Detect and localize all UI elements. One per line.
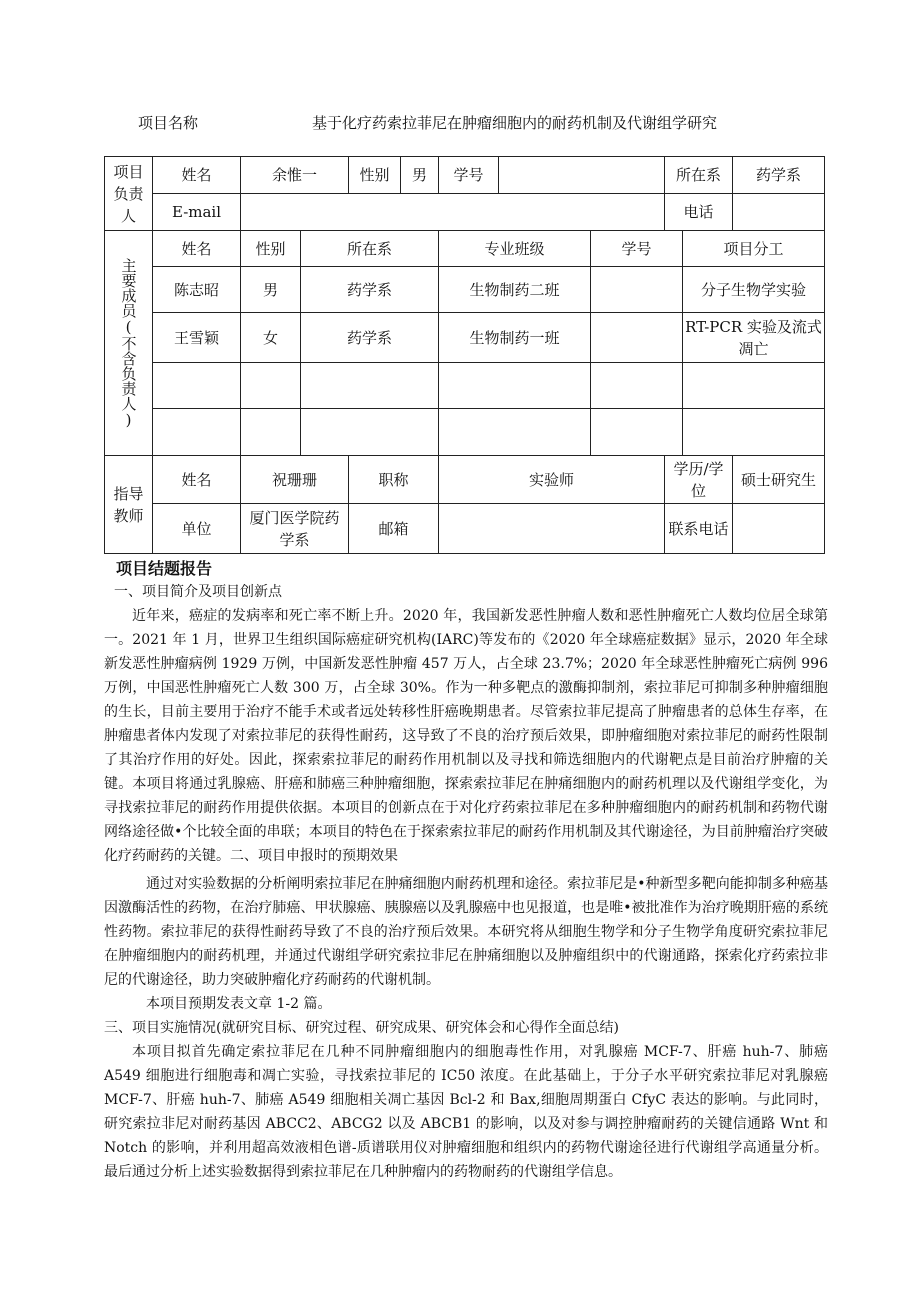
table-row [105, 363, 825, 409]
member-dept: 药学系 [301, 313, 439, 363]
advisor-degree: 硕士研究生 [733, 456, 825, 504]
member-name: 王雪颖 [153, 313, 241, 363]
advisor-name-label: 姓名 [153, 456, 241, 504]
member-dept [301, 363, 439, 409]
leader-row-1 [105, 157, 825, 194]
advisor-unit-label: 单位 [153, 504, 241, 554]
leader-section-label: 项目负责人 [105, 157, 153, 231]
table-row [105, 409, 825, 456]
member-gender: 男 [241, 267, 301, 313]
advisor-unit: 厦门医学院药学系 [241, 504, 349, 554]
leader-gender-label: 性别 [349, 157, 401, 194]
leader-gender: 男 [401, 157, 439, 194]
member-gender [241, 363, 301, 409]
member-name [153, 363, 241, 409]
report-title: 项目结题报告 [116, 559, 213, 578]
leader-email [241, 194, 665, 231]
leader-row-2 [105, 194, 825, 231]
member-class [439, 409, 591, 456]
member-dept: 药学系 [301, 267, 439, 313]
members-header-role: 项目分工 [683, 231, 825, 267]
members-header-id: 学号 [591, 231, 683, 267]
advisor-name: 祝珊珊 [241, 456, 349, 504]
section-1-heading: 一、项目简介及项目创新点 [114, 584, 282, 600]
member-dept [301, 409, 439, 456]
leader-id [499, 157, 665, 194]
leader-phone-label: 电话 [665, 194, 733, 231]
member-class [439, 363, 591, 409]
member-role: RT-PCR 实验及流式凋亡 [683, 313, 825, 363]
members-header-row [105, 231, 825, 267]
section-2-paragraph: 通过对实验数据的分析阐明索拉菲尼在肿痛细胞内耐药机理和途径。索拉菲尼是•种新型多靶向能抑制多种癌基因激酶活性的药物，在治疗肺癌、甲状腺癌、胰腺癌以及乳腺癌中也见报道，也是唯•被批准作为治疗晚期肝癌的系统性药物。索拉菲尼的获得性耐药导致了不良的治疗预后效果。本研究将从细胞生物学和分子生物学角度研究索拉菲尼在肿瘤细胞内的耐药机理，并通过代谢组学研究索拉非尼在肿痛细胞以及肿瘤组织中的代谢通路，探索化疗药索拉非尼的代谢途径，助力突破肿瘤化疗药耐药的代谢机制。 [104, 876, 828, 988]
members-header-dept: 所在系 [301, 231, 439, 267]
member-id [591, 267, 683, 313]
project-name-value: 基于化疗药索拉菲尼在肿瘤细胞内的耐药机制及代谢组学研究 [312, 114, 718, 132]
advisor-title: 实验师 [439, 456, 665, 504]
member-id [591, 409, 683, 456]
table-row [105, 313, 825, 363]
member-gender [241, 409, 301, 456]
member-id [591, 363, 683, 409]
section-1-paragraph: 近年来，癌症的发病率和死亡率不断上升。2020 年，我国新发恶性肿瘤人数和恶性肿瘤死亡人数均位居全球第一。2021 年 1 月，世界卫生组织国际癌症研究机构(IARC)等发布的《2020 年全球癌症数据》显示，2020 年全球新发恶性肿瘤病例 1929 万例，中国新发恶性肿瘤 457 万人，占全球 23.7%；2020 年全球恶性肿瘤死亡病例 996 万例，中国恶性肿瘤死亡人数 300 万，占全球 30%。作为一种多靶点的激酶抑制剂，索拉菲尼可抑制多种肿瘤细胞的生长，目前主要用于治疗不能手术或者远处转移性肝癌晚期患者。尽管索拉菲尼提高了肿瘤患者的总体生存率，在肿瘤患者体内发现了对索拉菲尼的获得性耐药，这导致了不良的治疗预后效果，即肿瘤细胞对索拉菲尼的耐药性限制了其治疗作用的好处。因此，探索索拉菲尼的耐药作用机制以及寻找和筛选细胞内的代谢靶点是目前治疗肿瘤的关键。本项目将通过乳腺癌、肝癌和肺癌三种肿瘤细胞，探索索拉菲尼在肿痛细胞内的耐药机理以及代谢组学变化，为寻找索拉菲尼的耐药作用提供依据。本项目的创新点在于对化疗药索拉菲尼在多种肿瘤细胞内的耐药机制和药物代谢网络途径做•个比较全面的串联；本项目的特色在于探索索拉菲尼的耐药作用机制及其代谢途径，为目前肿瘤治疗突破化疗药耐药的关键。二、项目申报时的预期效果 [104, 608, 828, 864]
member-role: 分子生物学实验 [683, 267, 825, 313]
section-3-paragraph: 本项目拟首先确定索拉菲尼在几种不同肿瘤细胞内的细胞毒性作用，对乳腺癌 MCF-7、肝癌 huh-7、肺癌 A549 细胞进行细胞毒和凋亡实验，寻找索拉菲尼的 IC50 浓度。在此基础上，于分子水平研究索拉菲尼对乳腺癌 MCF-7、肝癌 huh-7、肺癌 A549 细胞相关凋亡基因 Bcl-2 和 Bax,细胞周期蛋白 CfyC 表达的影响。与此同时，研究索拉非尼对耐药基因 ABCC2、ABCG2 以及 ABCB1 的影响，以及对参与调控肿瘤耐药的关键信通路 Wnt 和 Notch 的影响，并利用超高效液相色谱-质谱联用仪对肿瘤细胞和组织内的药物代谢途径进行代谢组学高通量分析。最后通过分析上述实验数据得到索拉菲尼在几种肿瘤内的药物耐药的代谢组学信息。 [104, 1044, 828, 1180]
member-role [683, 363, 825, 409]
members-header-class: 专业班级 [439, 231, 591, 267]
advisor-section-label: 指导教师 [105, 456, 153, 554]
section-3-heading: 三、项目实施情况(就研究目标、研究过程、研究成果、研究体会和心得作全面总结) [104, 1020, 619, 1036]
advisor-postcode [439, 504, 665, 554]
leader-email-label: E-mail [153, 194, 241, 231]
report-body [104, 580, 828, 1184]
leader-dept: 药学系 [733, 157, 825, 194]
leader-dept-label: 所在系 [665, 157, 733, 194]
leader-name-label: 姓名 [153, 157, 241, 194]
member-id [591, 313, 683, 363]
advisor-title-label: 职称 [349, 456, 439, 504]
member-role [683, 409, 825, 456]
leader-id-label: 学号 [439, 157, 499, 194]
member-gender: 女 [241, 313, 301, 363]
info-table [104, 156, 825, 554]
members-header-name: 姓名 [153, 231, 241, 267]
leader-phone [733, 194, 825, 231]
member-name: 陈志昭 [153, 267, 241, 313]
advisor-row-1 [105, 456, 825, 504]
advisor-postcode-label: 邮箱 [349, 504, 439, 554]
advisor-phone [733, 504, 825, 554]
member-name [153, 409, 241, 456]
table-row [105, 267, 825, 313]
members-header-gender: 性别 [241, 231, 301, 267]
project-name-label: 项目名称 [138, 114, 199, 132]
advisor-phone-label: 联系电话 [665, 504, 733, 554]
advisor-row-2 [105, 504, 825, 554]
section-2-paragraph-2: 本项目预期发表文章 1-2 篇。 [146, 996, 332, 1012]
leader-name: 余惟一 [241, 157, 349, 194]
member-class: 生物制药二班 [439, 267, 591, 313]
members-section-label: 主要成员(不含负责人) [105, 231, 153, 456]
advisor-degree-label: 学历/学位 [665, 456, 733, 504]
member-class: 生物制药一班 [439, 313, 591, 363]
